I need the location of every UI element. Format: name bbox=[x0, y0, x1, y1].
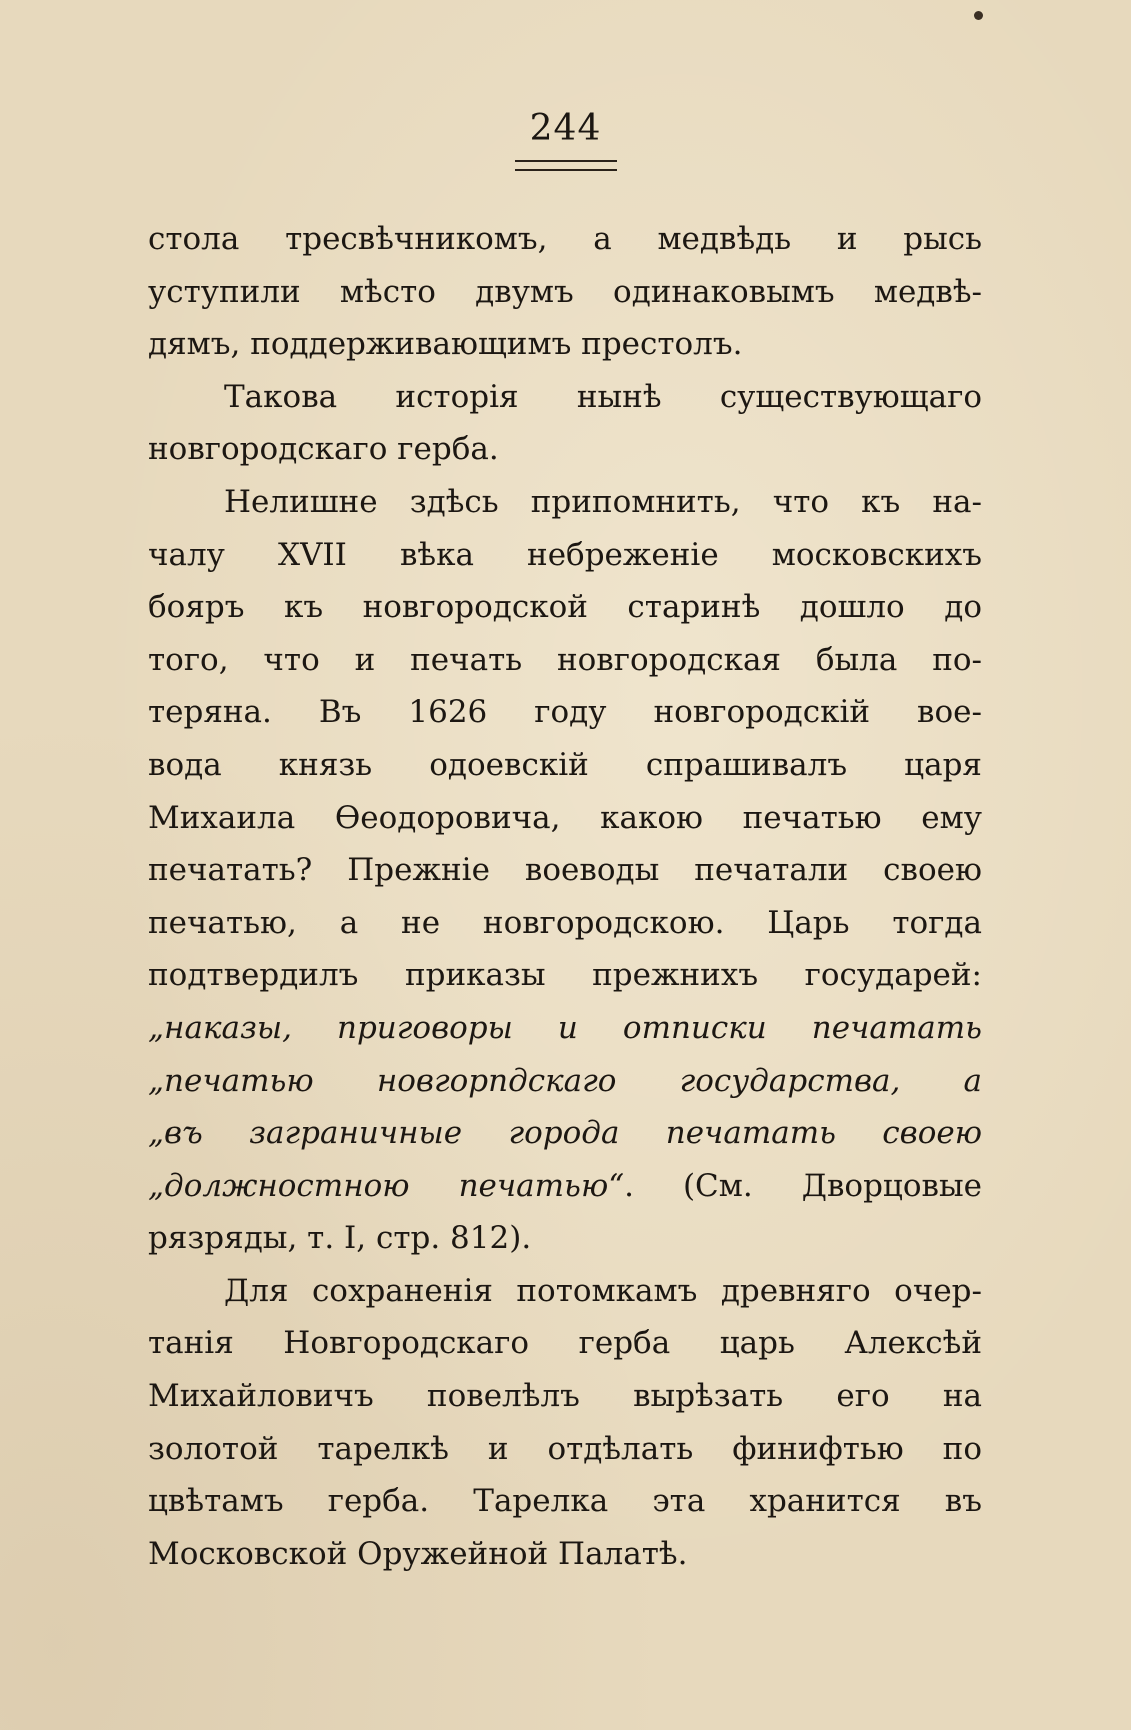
text-line: теряна. Въ 1626 году новгородскій вое- bbox=[148, 694, 982, 731]
ink-spot bbox=[974, 11, 983, 20]
citation: . (См. Дворцовые bbox=[624, 1167, 982, 1204]
text-line-italic bbox=[148, 1002, 982, 1055]
text-line: Такова исторія нынѣ существующаго bbox=[224, 378, 982, 415]
text-line: бояръ къ новгородской старинѣ дошло до bbox=[148, 589, 982, 626]
page-number: 244 bbox=[529, 108, 602, 149]
text-line: рязряды, т. I, стр. 812). bbox=[148, 1220, 532, 1257]
italic-quote: „должностною печатью“ bbox=[148, 1167, 625, 1204]
text-line: Михаила Ѳеодоровича, какою печатью ему bbox=[148, 799, 982, 836]
text-line: золотой тарелкѣ и отдѣлать финифтью по bbox=[148, 1430, 982, 1467]
text-line: дямъ, поддерживающимъ престолъ. bbox=[148, 326, 743, 363]
text-line-italic bbox=[148, 1107, 982, 1160]
text-line: уступили мѣсто двумъ одинаковымъ медвѣ- bbox=[148, 273, 982, 310]
text-line: стола тресвѣчникомъ, а медвѣдь и рысь bbox=[148, 221, 982, 257]
text-line-mixed bbox=[148, 1160, 982, 1213]
italic-quote: „наказы, приговоры и отписки печатать bbox=[148, 1009, 982, 1046]
text-line: вода князь одоевскій спрашивалъ царя bbox=[148, 746, 982, 783]
text-line: Московской Оружейной Палатѣ. bbox=[148, 1535, 688, 1572]
text-line: Нелишне здѣсь припомнить, что къ на- bbox=[224, 483, 982, 520]
text-line: подтвердилъ приказы прежнихъ государей: bbox=[148, 957, 982, 994]
double-rule bbox=[515, 160, 617, 171]
italic-quote: „въ заграничные города печатать своею bbox=[148, 1115, 982, 1152]
text-line: новгородскаго герба. bbox=[148, 431, 499, 468]
text-line: чалу XVII вѣка небреженіе московскихъ bbox=[148, 536, 982, 573]
text-line: Михайловичъ повелѣлъ вырѣзать его на bbox=[148, 1378, 982, 1415]
text-line: Для сохраненія потомкамъ древняго очер- bbox=[224, 1272, 982, 1309]
text-line: танія Новгородскаго герба царь Алексѣй bbox=[148, 1325, 982, 1362]
text-line: печатью, а не новгородскою. Царь тогда bbox=[148, 904, 982, 941]
text-line: цвѣтамъ герба. Тарелка эта хранится въ bbox=[148, 1483, 982, 1520]
italic-quote: „печатью новгорпдскаго государства, а bbox=[148, 1062, 982, 1099]
text-line: того, что и печать новгородская была по- bbox=[148, 641, 982, 678]
text-line-italic bbox=[148, 1055, 982, 1108]
text-line: печатать? Прежніе воеводы печатали своею bbox=[148, 852, 982, 889]
body-text bbox=[148, 213, 982, 1580]
